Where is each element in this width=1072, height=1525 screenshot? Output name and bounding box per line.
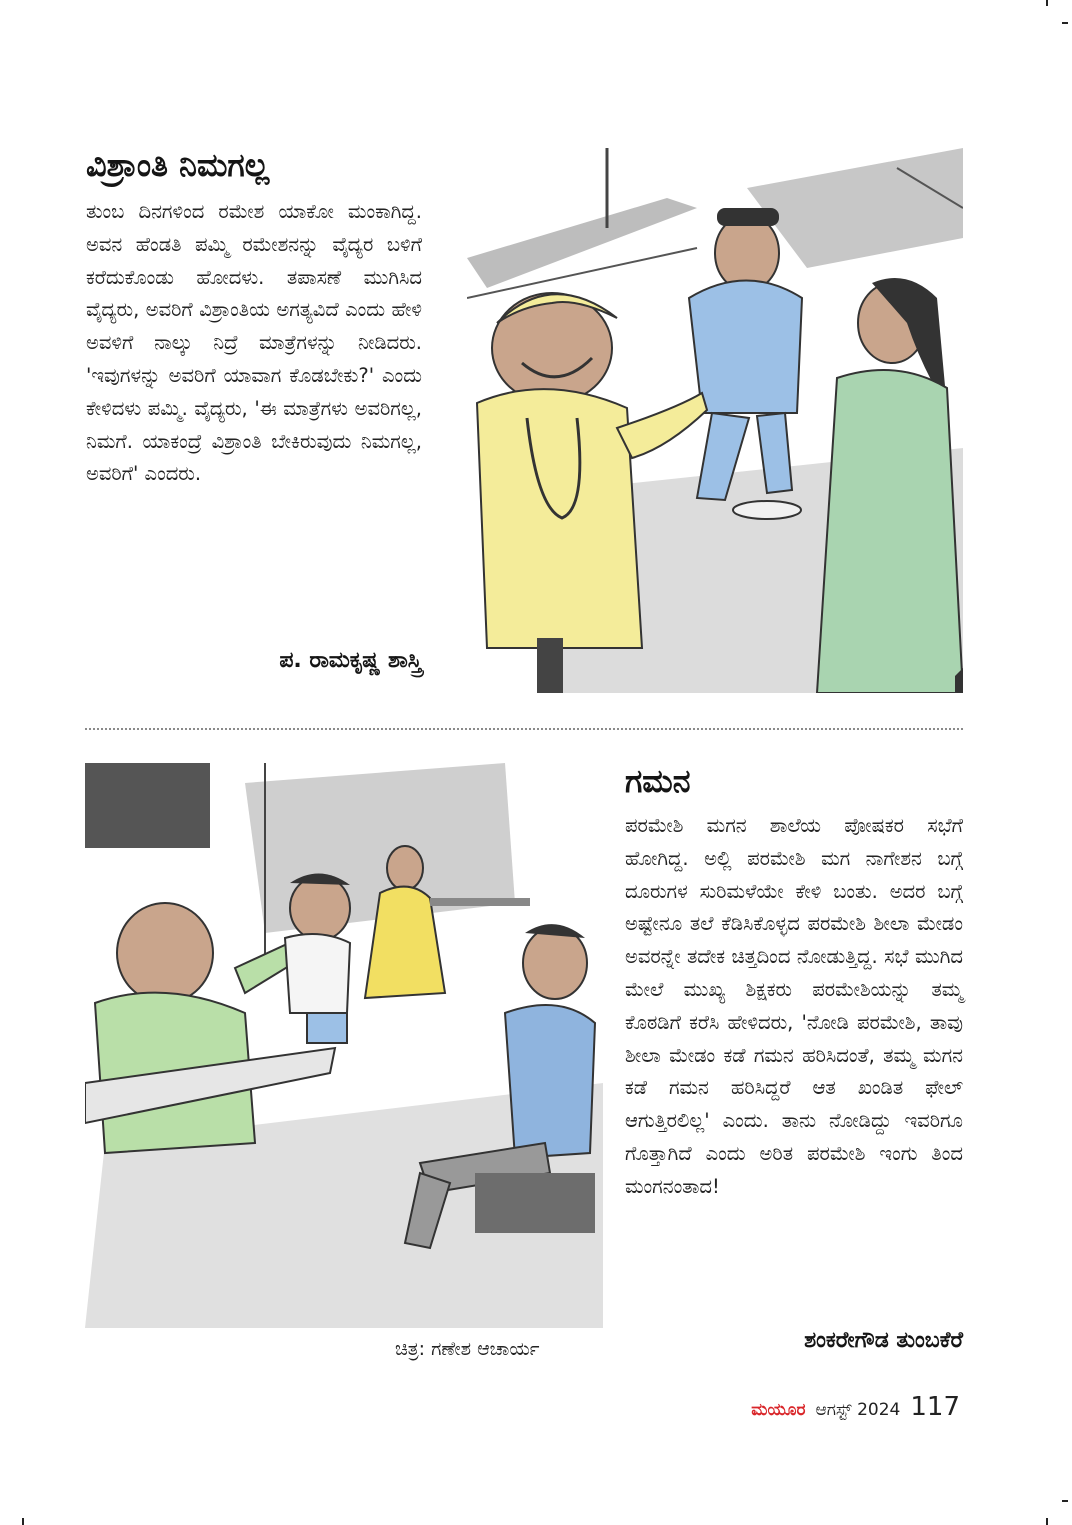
story-title: ಗಮನ: [625, 762, 691, 800]
story-body: [625, 810, 963, 1204]
doctor-scene-drawing: [467, 148, 963, 693]
section-divider: [85, 728, 963, 730]
chair: [475, 1173, 595, 1233]
page-number: 117: [910, 1392, 960, 1422]
desk: [430, 898, 530, 906]
bg-stroke: [467, 198, 697, 288]
story-text: ತುಂಬ ದಿನಗಳಿಂದ ರಮೇಶ ಯಾಕೋ ಮಂಕಾಗಿದ್ದ. ಅವನ ಹೆಂಡತಿ ಪಮ್ಮಿ ರಮೇಶನನ್ನು ವೈದ್ಯರ ಬಳಿಗೆ ಕರೆದುಕೊಂಡು ಹೋದಳು. ತಪಾಸಣೆ ಮುಗಿಸಿದ ವೈದ್ಯರು, ಅವರಿಗೆ ವಿಶ್ರಾಂತಿಯ ಅಗತ್ಯವಿದೆ ಎಂದು ಹೇಳಿ ಅವಳಿಗೆ ನಾಲ್ಕು ನಿದ್ರೆ ಮಾತ್ರೆಗಳನ್ನು ನೀಡಿದರು. 'ಇವುಗಳನ್ನು ಅವರಿಗೆ ಯಾವಾಗ ಕೊಡಬೇಕು?' ಎಂದು ಕೇಳಿದಳು ಪಮ್ಮಿ. ವೈದ್ಯರು, 'ಈ ಮಾತ್ರೆಗಳು ಅವರಿಗಲ್ಲ, ನಿಮಗೆ. ಯಾಕಂದ್ರೆ ವಿಶ್ರಾಂತಿ ಬೇಕಿರುವುದು ನಿಮಗಲ್ಲ, ಅವರಿಗೆ' ಎಂದರು.: [86, 200, 422, 486]
issue-date: ಆಗಸ್ಟ್ 2024: [815, 1400, 901, 1420]
blackboard: [85, 763, 210, 848]
crop-mark: [1062, 22, 1068, 24]
figure-husband: [689, 208, 802, 500]
crop-mark: [1046, 1518, 1048, 1525]
plate-with-pills: [733, 501, 801, 519]
author-name: ಶಂಕರೇಗೌಡ ತುಂಬಕೆರೆ: [804, 1328, 963, 1353]
author-name: ಪ. ರಾಮಕೃಷ್ಣ ಶಾಸ್ತ್ರಿ: [279, 648, 422, 673]
illustration-credit: ಚಿತ್ರ: ಗಣೇಶ ಆಚಾರ್ಯ: [395, 1338, 540, 1360]
crop-mark: [1062, 1500, 1068, 1502]
illustration-school-scene: [85, 763, 603, 1328]
illustration-doctor-scene: [467, 148, 963, 693]
magazine-logo: ಮಯೂರ: [751, 1400, 806, 1420]
figure-boy: [285, 873, 350, 1043]
story-body: [86, 196, 422, 491]
story-text: ಪರಮೇಶಿ ಮಗನ ಶಾಲೆಯ ಪೋಷಕರ ಸಭೆಗೆ ಹೋಗಿದ್ದ. ಅಲ್ಲಿ ಪರಮೇಶಿ ಮಗ ನಾಗೇಶನ ಬಗ್ಗೆ ದೂರುಗಳ ಸುರಿಮಳೆಯೇ ಕೇಳಿ ಬಂತು. ಅದರ ಬಗ್ಗೆ ಅಷ್ಟೇನೂ ತಲೆ ಕೆಡಿಸಿಕೊಳ್ಳದ ಪರಮೇಶಿ ಶೀಲಾ ಮೇಡಂ ಅವರನ್ನೇ ತದೇಕ ಚಿತ್ತದಿಂದ ನೋಡುತ್ತಿದ್ದ. ಸಭೆ ಮುಗಿದ ಮೇಲೆ ಮುಖ್ಯ ಶಿಕ್ಷಕರು ಪರಮೇಶಿಯನ್ನು ತಮ್ಮ ಕೊಠಡಿಗೆ ಕರೆಸಿ ಹೇಳಿದರು, 'ನೋಡಿ ಪರಮೇಶಿ, ತಾವು ಶೀಲಾ ಮೇಡಂ ಕಡೆ ಗಮನ ಹರಿಸಿದಂತೆ, ತಮ್ಮ ಮಗನ ಕಡೆ ಗಮನ ಹರಿಸಿದ್ದರೆ ಆತ ಖಂಡಿತ ಫೇಲ್ ಆಗುತ್ತಿರಲಿಲ್ಲ' ಎಂದು. ತಾನು ನೋಡಿದ್ದು ಇವರಿಗೂ ಗೊತ್ತಾಗಿದೆ ಎಂದು ಅರಿತ ಪರಮೇಶಿ ಇಂಗು ತಿಂದ ಮಂಗನಂತಾದ!: [625, 814, 963, 1198]
story-title: ವಿಶ್ರಾಂತಿ ನಿಮಗಲ್ಲ: [86, 146, 270, 184]
crop-mark: [22, 1518, 24, 1525]
school-scene-drawing: [85, 763, 603, 1328]
page-footer: [751, 1392, 960, 1422]
crop-mark: [1046, 0, 1048, 6]
